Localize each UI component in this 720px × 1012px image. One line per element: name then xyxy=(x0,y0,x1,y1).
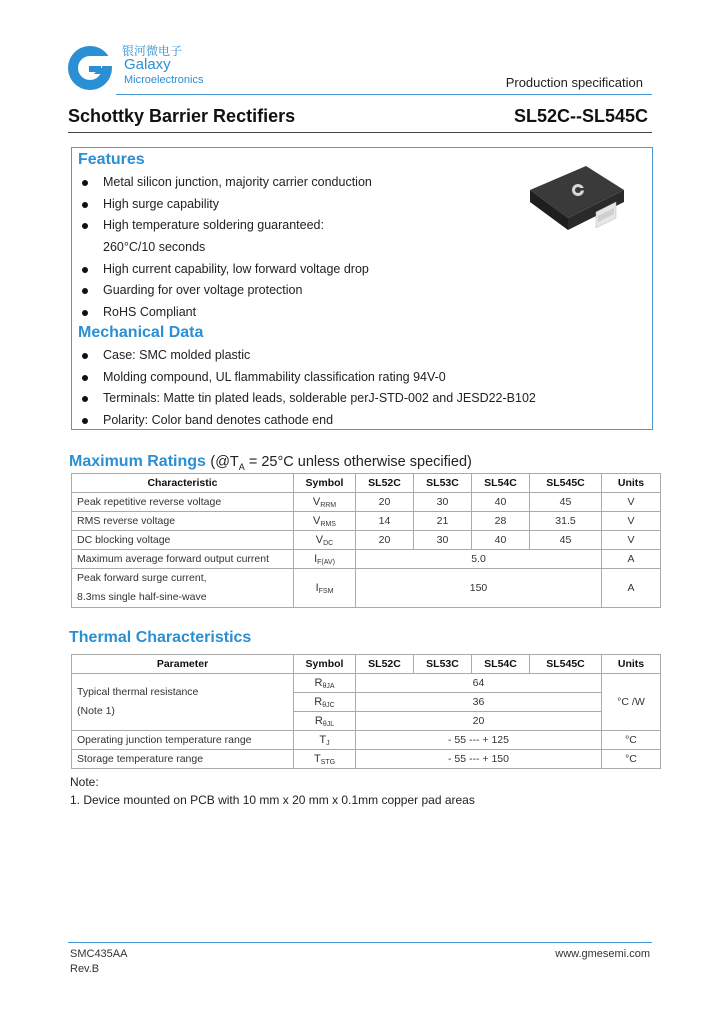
symbol-sub: RRM xyxy=(320,501,337,509)
symbol-main: V xyxy=(313,514,321,527)
page-title: Schottky Barrier Rectifiers xyxy=(68,106,296,126)
bullet-icon xyxy=(82,353,88,359)
features-heading: Features xyxy=(78,151,145,168)
column-header: Units xyxy=(602,474,661,493)
thermal-table xyxy=(71,654,661,769)
thermal-resistance-label xyxy=(72,674,294,731)
column-header: Units xyxy=(602,655,661,674)
symbol-main: R xyxy=(314,676,323,689)
column-header: SL52C xyxy=(356,474,414,493)
header-rule xyxy=(116,94,652,95)
list-item xyxy=(78,302,372,324)
thermal-header-row xyxy=(72,655,661,674)
op-temp-unit: °C xyxy=(602,731,661,750)
list-item-text: Terminals: Matte tin plated leads, solderable perJ-STD-002 and JESD22-B102 xyxy=(103,391,536,406)
list-item-text: Polarity: Color band denotes cathode end xyxy=(103,413,334,428)
table-row xyxy=(72,493,661,512)
symbol-sub: θJA xyxy=(322,682,335,690)
op-temp-label: Operating junction temperature range xyxy=(72,731,294,750)
list-item xyxy=(78,410,536,432)
row-value: 40 xyxy=(472,493,530,512)
symbol-sub: FSM xyxy=(318,587,334,595)
row-value: 40 xyxy=(472,531,530,550)
row-label: DC blocking voltage xyxy=(72,531,294,550)
symbol-sub: DC xyxy=(323,539,334,547)
symbol-sub: J xyxy=(326,739,330,747)
symbol-main: T xyxy=(313,752,321,765)
column-header: Parameter xyxy=(72,655,294,674)
list-item-text: High surge capability xyxy=(103,196,220,211)
list-item xyxy=(78,237,372,259)
row-label: Peak repetitive reverse voltage xyxy=(72,493,294,512)
row-value: 21 xyxy=(414,512,472,531)
symbol-sub: RMS xyxy=(320,520,336,528)
list-item-text: Metal silicon junction, majority carrier conduction xyxy=(103,175,372,189)
mechanical-heading: Mechanical Data xyxy=(78,324,204,341)
row-symbol xyxy=(294,493,356,512)
title-rule xyxy=(68,132,652,133)
column-header: SL52C xyxy=(356,655,414,674)
row-unit: V xyxy=(602,512,661,531)
symbol-sub: θJL xyxy=(322,720,335,728)
rthja-symbol xyxy=(294,674,356,693)
table-row xyxy=(72,569,661,608)
row-symbol xyxy=(294,512,356,531)
symbol-main: R xyxy=(314,695,323,708)
list-item xyxy=(78,388,536,410)
condition-suffix: = 25°C unless otherwise specified) xyxy=(244,454,472,470)
row-label: RMS reverse voltage xyxy=(72,512,294,531)
avg-current-symbol xyxy=(294,550,356,569)
symbol-main: R xyxy=(314,714,323,727)
row-value: 20 xyxy=(356,493,414,512)
mechanical-list xyxy=(78,345,536,432)
max-ratings-condition xyxy=(210,454,471,470)
surge-label-line2: 8.3ms single half-sine-wave xyxy=(77,591,207,603)
table-row xyxy=(72,531,661,550)
max-ratings-heading xyxy=(69,453,472,472)
list-item-text: RoHS Compliant xyxy=(103,305,197,320)
list-item xyxy=(78,367,536,389)
part-number-range: SL52C--SL545C xyxy=(513,106,648,126)
list-item xyxy=(78,280,372,302)
row-value: 30 xyxy=(414,493,472,512)
thermal-label-line1: Typical thermal resistance xyxy=(77,686,199,698)
features-list xyxy=(78,172,372,324)
galaxy-logo-icon xyxy=(66,44,114,92)
brand-chinese-name: 银河微电子 xyxy=(122,44,183,58)
avg-current-label: Maximum average forward output current xyxy=(72,550,294,569)
symbol-main: V xyxy=(315,533,324,546)
note-text: 1. Device mounted on PCB with 10 mm x 20 mm x 0.1mm copper pad areas xyxy=(70,793,475,807)
row-unit: V xyxy=(602,531,661,550)
brand-name: Galaxy xyxy=(124,56,171,73)
list-item xyxy=(78,345,536,367)
table-row xyxy=(72,550,661,569)
column-header: SL53C xyxy=(414,655,472,674)
column-header: SL53C xyxy=(414,474,472,493)
table-row xyxy=(72,512,661,531)
thermal-resistance-unit: °C /W xyxy=(602,674,661,731)
bullet-icon xyxy=(82,180,88,186)
column-header: SL54C xyxy=(472,655,530,674)
thermal-label-line2: (Note 1) xyxy=(77,705,115,717)
list-item xyxy=(78,194,372,216)
surge-symbol xyxy=(294,569,356,608)
condition-prefix: (@T xyxy=(210,454,239,470)
note-label: Note: xyxy=(70,775,99,789)
bullet-icon xyxy=(82,418,88,424)
column-header: SL545C xyxy=(530,474,602,493)
list-item-text: High current capability, low forward voltage drop xyxy=(103,261,369,276)
stg-temp-symbol xyxy=(294,750,356,769)
max-ratings-header-row xyxy=(72,474,661,493)
row-value: 28 xyxy=(472,512,530,531)
avg-current-value: 5.0 xyxy=(356,550,602,569)
stg-temp-unit: °C xyxy=(602,750,661,769)
stg-temp-label: Storage temperature range xyxy=(72,750,294,769)
avg-current-unit: A xyxy=(602,550,661,569)
surge-unit: A xyxy=(602,569,661,608)
column-header: Symbol xyxy=(294,474,356,493)
list-item-text: 260°C/10 seconds xyxy=(103,240,206,255)
footer-revision: Rev.B xyxy=(70,963,100,975)
row-value: 45 xyxy=(530,531,602,550)
bullet-icon xyxy=(82,288,88,294)
row-value: 20 xyxy=(356,531,414,550)
list-item-text: Guarding for over voltage protection xyxy=(103,283,303,298)
symbol-main: I xyxy=(314,552,318,565)
bullet-icon xyxy=(82,202,88,208)
max-ratings-table xyxy=(71,473,661,608)
list-item xyxy=(78,259,372,281)
list-item xyxy=(78,172,372,194)
thermal-heading: Thermal Characteristics xyxy=(69,629,252,646)
row-symbol xyxy=(294,531,356,550)
list-item-text: Case: SMC molded plastic xyxy=(103,348,251,362)
symbol-sub: θJC xyxy=(322,701,335,709)
row-value: 14 xyxy=(356,512,414,531)
surge-value: 150 xyxy=(356,569,602,608)
symbol-main: V xyxy=(312,495,321,508)
table-row xyxy=(72,750,661,769)
row-value: 31.5 xyxy=(530,512,602,531)
bullet-icon xyxy=(82,267,88,273)
row-value: 45 xyxy=(530,493,602,512)
rthjl-value: 20 xyxy=(356,712,602,731)
list-item-text: High temperature soldering guaranteed: xyxy=(103,218,324,233)
max-ratings-title: Maximum Ratings xyxy=(69,453,206,470)
surge-label xyxy=(72,569,294,608)
rthjc-symbol xyxy=(294,693,356,712)
document-type: Production specification xyxy=(505,75,643,90)
symbol-main: T xyxy=(319,733,327,746)
table-row xyxy=(72,731,661,750)
bullet-icon xyxy=(82,223,88,229)
column-header: Characteristic xyxy=(72,474,294,493)
footer-doc-code: SMC435AA xyxy=(70,948,128,960)
column-header: SL54C xyxy=(472,474,530,493)
bullet-icon xyxy=(82,375,88,381)
list-item-text: Molding compound, UL flammability classification rating 94V-0 xyxy=(103,369,446,384)
list-item xyxy=(78,215,372,237)
symbol-main: I xyxy=(315,581,319,594)
smc-package-image xyxy=(522,160,632,240)
footer-rule xyxy=(68,942,652,943)
symbol-sub: F(AV) xyxy=(317,558,335,566)
bullet-icon xyxy=(82,396,88,402)
rthja-value: 64 xyxy=(356,674,602,693)
condition-sub: A xyxy=(238,461,245,472)
features-box xyxy=(71,147,653,430)
footer-website-link[interactable]: www.gmesemi.com xyxy=(555,948,650,960)
stg-temp-value: - 55 --- + 150 xyxy=(356,750,602,769)
brand-subtitle: Microelectronics xyxy=(124,74,204,86)
surge-label-line1: Peak forward surge current, xyxy=(77,572,207,584)
row-unit: V xyxy=(602,493,661,512)
table-row xyxy=(72,674,661,693)
column-header: Symbol xyxy=(294,655,356,674)
op-temp-symbol xyxy=(294,731,356,750)
bullet-icon xyxy=(82,310,88,316)
row-value: 30 xyxy=(414,531,472,550)
rthjc-value: 36 xyxy=(356,693,602,712)
symbol-sub: STG xyxy=(320,758,336,766)
column-header: SL545C xyxy=(530,655,602,674)
op-temp-value: - 55 --- + 125 xyxy=(356,731,602,750)
rthjl-symbol xyxy=(294,712,356,731)
